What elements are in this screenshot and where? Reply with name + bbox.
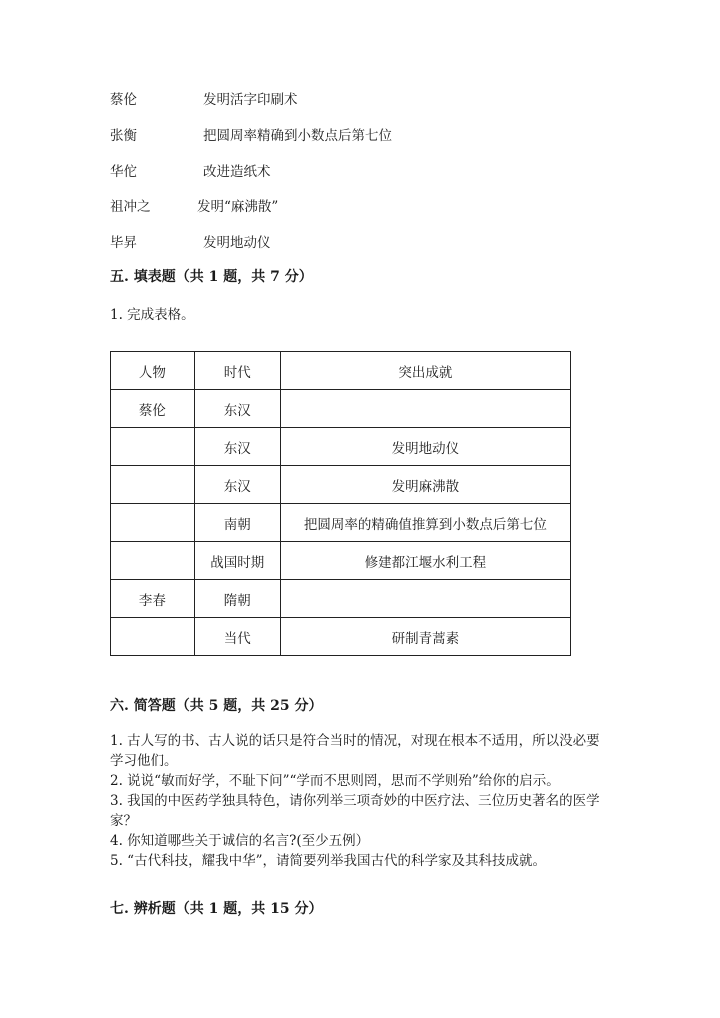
matching-person: 张衡: [110, 128, 137, 144]
matching-row: [110, 231, 271, 251]
matching-achievement: 把圆周率精确到小数点后第七位: [203, 128, 392, 144]
table-row: [111, 390, 571, 428]
table-cell: 南朝: [194, 504, 280, 542]
table-cell: 修建都江堰水利工程: [280, 542, 570, 580]
section-5-heading: 五. 填表题（共 1 题，共 7 分）: [110, 269, 313, 285]
matching-row: [110, 124, 392, 144]
matching-achievement: 发明活字印刷术: [203, 92, 298, 108]
table-row: [111, 504, 571, 542]
matching-person: 华佗: [110, 164, 137, 180]
matching-achievement: 改进造纸术: [203, 164, 271, 180]
table-cell: 隋朝: [194, 580, 280, 618]
table-row: [111, 580, 571, 618]
table-header-row: [111, 352, 571, 390]
table-cell: 发明麻沸散: [280, 466, 570, 504]
table-cell: [280, 390, 570, 428]
section-6-heading: 六. 简答题（共 5 题，共 25 分）: [110, 698, 323, 714]
table-row: [111, 428, 571, 466]
matching-achievement: 发明“麻沸散”: [197, 199, 279, 215]
table-cell: 东汉: [194, 466, 280, 504]
short-answer-question: 1. 古人写的书、古人说的话只是符合当时的情况，对现在根本不适用，所以没必要学习他们。: [110, 733, 600, 769]
table-row: [111, 618, 571, 656]
achievement-table: [110, 351, 571, 656]
table-header-cell: 突出成就: [280, 352, 570, 390]
table-cell: [111, 466, 195, 504]
table-row: [111, 466, 571, 504]
matching-achievement: 发明地动仪: [203, 235, 271, 251]
short-answer-question: 4. 你知道哪些关于诚信的名言?(至少五例）: [110, 833, 370, 849]
matching-person: 祖冲之: [110, 199, 151, 215]
table-cell: 把圆周率的精确值推算到小数点后第七位: [280, 504, 570, 542]
table-header-cell: 人物: [111, 352, 195, 390]
table-cell: [111, 542, 195, 580]
section-7-heading: 七. 辨析题（共 1 题，共 15 分）: [110, 901, 323, 917]
matching-person: 蔡伦: [110, 92, 137, 108]
table-row: [111, 542, 571, 580]
table-cell: 东汉: [194, 428, 280, 466]
table-cell: 蔡伦: [111, 390, 195, 428]
table-cell: [111, 504, 195, 542]
short-answer-question: 2. 说说“敏而好学，不耻下问”“学而不思则罔，思而不学则殆”给你的启示。: [110, 773, 560, 789]
table-cell: 研制青蒿素: [280, 618, 570, 656]
table-cell: 战国时期: [194, 542, 280, 580]
table-cell: [111, 618, 195, 656]
table-cell: [280, 580, 570, 618]
table-cell: 发明地动仪: [280, 428, 570, 466]
matching-person: 毕昇: [110, 235, 137, 251]
table-cell: 当代: [194, 618, 280, 656]
matching-row: [110, 160, 271, 180]
short-answer-list: [110, 731, 610, 871]
table-header-cell: 时代: [194, 352, 280, 390]
short-answer-question: 3. 我国的中医药学独具特色，请你列举三项奇妙的中医疗法、三位历史著名的医学家？: [110, 793, 600, 829]
matching-row: [110, 88, 298, 108]
table-cell: 李春: [111, 580, 195, 618]
table-cell: 东汉: [194, 390, 280, 428]
short-answer-question: 5. “古代科技，耀我中华”，请简要列举我国古代的科学家及其科技成就。: [110, 853, 546, 869]
table-cell: [111, 428, 195, 466]
section-5-question: 1. 完成表格。: [110, 307, 195, 323]
matching-row: [110, 195, 279, 215]
